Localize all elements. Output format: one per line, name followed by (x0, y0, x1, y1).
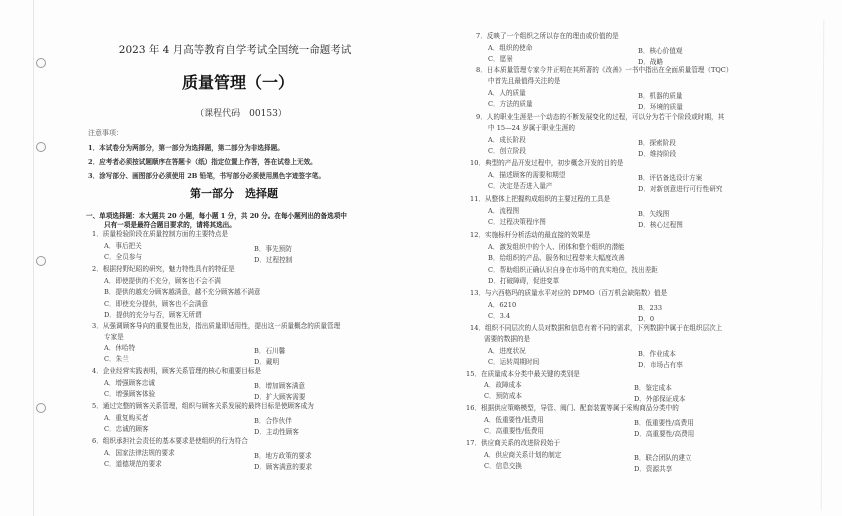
question-1-option-c: C．全员参与 (104, 253, 143, 261)
question-12-stem: 12．实施标杆分析活动的最直接的效果是 (470, 231, 591, 239)
question-5-option-d: D．主动性顾客 (254, 428, 299, 436)
question-1-option-a: A．事后把关 (104, 242, 142, 250)
course-code: （课程代码 00153） (195, 109, 287, 119)
question-11-option-c: C．过程决策程序图 (488, 218, 546, 226)
question-15-option-a: A．故障成本 (484, 381, 522, 389)
question-2-option-a: A．即使提供的不充分，顾客也不会不满 (104, 277, 221, 285)
question-15-option-b: B．鉴定成本 (634, 384, 672, 392)
question-5-option-b: B．合作伙伴 (254, 417, 292, 425)
question-6-option-b: B．地方政策的要求 (254, 452, 312, 460)
question-5-option-a: A．重复购买者 (104, 414, 149, 422)
question-17-option-b: B．联合团队的建立 (634, 454, 692, 462)
note-item: 2．应考者必须按试题顺序在答题卡（纸）指定位置上作答，答在试卷上无效。 (88, 158, 317, 166)
question-3-option-b: B．石川馨 (254, 347, 286, 355)
question-13-option-c: C．3.4 (488, 312, 511, 320)
question-9-stem-cont: 中 15—24 岁属于职业生涯的 (488, 124, 575, 132)
question-9-option-a: A．成长阶段 (488, 136, 526, 144)
question-11-option-d: D．核心过程图 (638, 221, 683, 229)
question-9-option-c: C．创立阶段 (488, 147, 527, 155)
binding-hole-2 (36, 142, 46, 152)
question-4-stem: 4．企业经营实践表明，顾客关系管理的核心和重要目标是 (92, 367, 262, 375)
question-1-option-d: D．过程控制 (254, 256, 293, 264)
question-10-option-a: A．描述顾客的需要和期望 (488, 171, 566, 179)
question-4-option-d: D．扩大顾客需要 (254, 393, 306, 401)
question-16-option-d: D．高重要性/高费用 (634, 430, 695, 438)
page-left-edge (33, 0, 34, 516)
question-5-stem: 5．通过完整的顾客关系管理，组织与顾客关系发展的最终目标是使顾客成为 (92, 402, 314, 410)
question-7-option-a: A．组织的使命 (488, 44, 533, 52)
question-4-option-a: A．增强顾客忠诚 (104, 379, 155, 387)
question-9-option-d: D．维持阶段 (638, 150, 677, 158)
subject-title: 质量管理（一） (181, 73, 294, 92)
question-14-option-b: B．作业成本 (638, 350, 676, 358)
question-16-option-a: A．低重要性/低费用 (484, 416, 544, 424)
question-7-option-b: B．核心价值观 (638, 47, 683, 55)
notes-heading: 注意事项： (88, 129, 123, 137)
question-12-option-c: C．帮助组织正确认识自身在市场中的真实地位，找出差距 (488, 266, 658, 274)
question-16-option-c: C．高重要性/低费用 (484, 427, 545, 435)
question-7-option-d: D．战略 (638, 58, 664, 66)
part-title: 第一部分 选择题 (190, 187, 278, 200)
question-4-option-b: B．增加顾客满意 (254, 382, 306, 390)
question-8-option-d: D．环境的质量 (638, 103, 683, 111)
question-3-option-c: C．朱兰 (104, 355, 129, 363)
exam-title: 2023 年 4 月高等教育自学考试全国统一命题考试 (118, 44, 352, 56)
binding-hole-4 (36, 403, 46, 413)
question-10-option-d: D．对新创意进行可行性研究 (638, 185, 723, 193)
question-16-stem: 16．根据供应策略模型，导管、阀门、配套装置等属于采购商品分类中的 (466, 404, 679, 412)
question-3-option-a: A．休哈特 (104, 344, 136, 352)
question-15-option-c: C．预防成本 (484, 392, 523, 400)
question-17-option-d: D．资源共享 (634, 465, 673, 473)
question-13-option-a: A．6210 (488, 301, 517, 309)
note-item: 1．本试卷分为两部分，第一部分为选择题，第二部分为非选择题。 (88, 144, 284, 152)
question-2-option-d: D．提供的充分与否，顾客无所谓 (104, 311, 202, 319)
section-heading: 一、单项选择题：本大题共 20 小题，每小题 1 分，共 20 分。在每小题列出的备选项中 (86, 212, 347, 220)
question-4-option-c: C．增强顾客体验 (104, 390, 156, 398)
question-8-option-b: B．机器的质量 (638, 92, 683, 100)
question-17-option-a: A．供应商关系计划的制定 (484, 451, 562, 459)
question-7-option-c: C．愿景 (488, 55, 513, 63)
question-10-option-b: B．评估备选设计方案 (638, 174, 703, 182)
question-6-stem: 6．组织承担社会责任的基本要求是使组织的行为符合 (92, 437, 248, 445)
question-11-option-a: A．流程图 (488, 207, 520, 215)
question-3-option-d: D．戴明 (254, 358, 280, 366)
question-14-stem-cont: 需要的数据的是 (484, 335, 531, 343)
question-3-stem: 3．从强调顾客导向的重要性出发，指出质量即适用性，提出这一质量概念的质量管理 (92, 322, 341, 330)
question-9-stem: 9．人的职业生涯是一个动态的不断发展变化的过程，可以分为若干个阶段或时期，其 (476, 113, 725, 121)
question-11-stem: 11．从整体上把握构成组织的主要过程的工具是 (470, 195, 611, 203)
section-heading-cont: 只有一项是最符合题目要求的，请将其选出。 (104, 221, 236, 229)
question-2-option-c: C．即使充分提供，顾客也不会满意 (104, 300, 208, 308)
question-2-option-b: B．提供的越充分顾客越满意，越不充分顾客越不满意 (104, 288, 261, 296)
question-6-option-d: D．顾客满意的要求 (254, 463, 313, 471)
question-12-option-b: B．给组织的产品、服务和过程带来大幅度改善 (488, 254, 625, 262)
question-17-option-c: C．信息交换 (484, 462, 523, 470)
question-11-option-b: B．矢线图 (638, 210, 670, 218)
question-7-stem: 7．反映了一个组织之所以存在的理由或价值的是 (476, 32, 619, 40)
question-10-stem: 10．典型的产品开发过程中，初步概念开发的目的是 (470, 159, 624, 167)
question-12-option-d: D．打破障碍，促进变革 (488, 277, 560, 285)
binding-hole-1 (36, 58, 46, 68)
question-8-stem: 8．日本质量管理专家今井正明在其所著的《改善》一书中指出在全面质量管理（TQC） (476, 66, 733, 74)
question-5-option-c: C．忠诚的顾客 (104, 425, 149, 433)
question-14-option-a: A．进度状况 (488, 347, 526, 355)
question-1-stem: 1．质量检验阶段在质量控制方面的主要特点是 (92, 230, 229, 238)
question-3-stem-cont: 专家是 (104, 333, 124, 341)
question-17-stem: 17．供应商关系的改进阶段始于 (466, 439, 561, 447)
question-6-option-c: C．道德规范的要求 (104, 460, 162, 468)
question-12-option-a: A．激发组织中的个人、团体和整个组织的潜能 (488, 243, 625, 251)
question-6-option-a: A．国家法律法规的要求 (104, 449, 175, 457)
question-8-stem-cont: 中首先且最值得关注的是 (488, 77, 561, 85)
question-13-stem: 13．与六西格玛的质量水平对应的 DPMO（百万机会缺陷数）值是 (470, 289, 668, 297)
question-1-option-b: B．事先预防 (254, 245, 292, 253)
question-14-option-d: D．市场占有率 (638, 361, 683, 369)
question-15-stem: 15．在质量成本分类中最关键的类别是 (466, 370, 580, 378)
binding-hole-3 (36, 256, 46, 266)
question-14-stem: 14．组织不同层次的人员对数据和信息有着不同的需求，下列数据中属于在组织层次上 (470, 324, 723, 332)
note-item: 3．涂写部分、画图部分必须使用 2B 铅笔，书写部分必须使用黑色字迹签字笔。 (88, 172, 325, 180)
question-9-option-b: B．探索阶段 (638, 139, 676, 147)
question-13-option-b: B．233 (638, 304, 663, 312)
question-2-stem: 2．根据狩野纪昭的研究，魅力特性具有的特征是 (92, 265, 235, 273)
question-10-option-c: C．决定是否进入量产 (488, 182, 553, 190)
question-8-option-a: A．人的质量 (488, 89, 526, 97)
question-15-option-d: D．外部保证成本 (634, 395, 686, 403)
question-13-option-d: D．0 (638, 315, 655, 323)
page-right-edge (821, 20, 825, 510)
question-16-option-b: B．低重要性/高费用 (634, 419, 694, 427)
question-8-option-c: C．方法的质量 (488, 100, 533, 108)
question-14-option-c: C．运转周期时间 (488, 358, 540, 366)
